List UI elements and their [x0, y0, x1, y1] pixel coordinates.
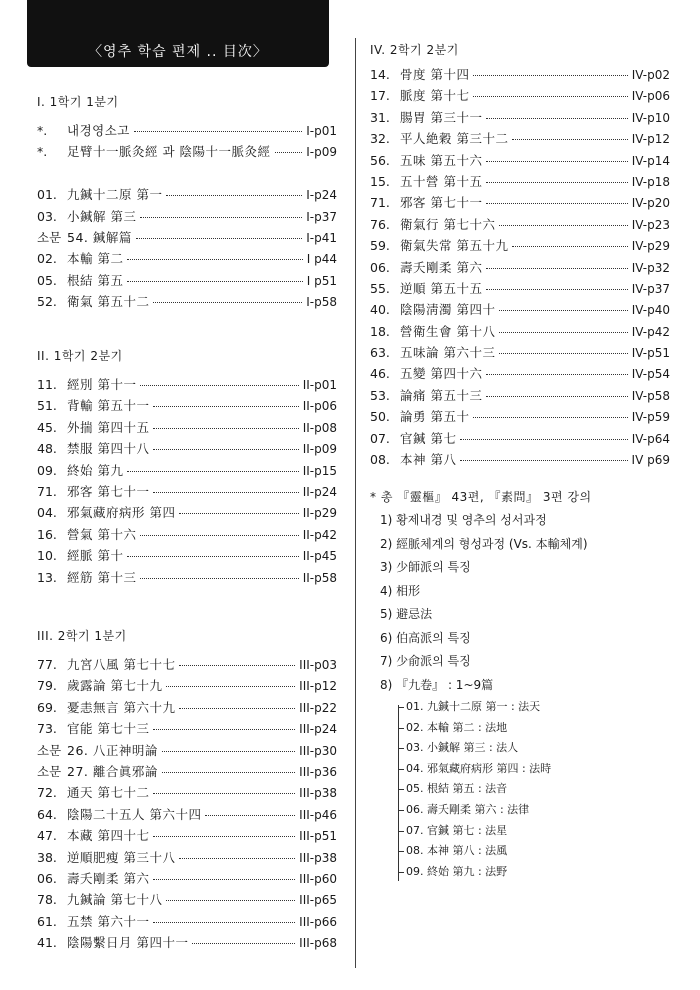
dot-leader	[140, 385, 298, 386]
chapter-title: 邪客 第七十一	[67, 483, 150, 499]
toc-row	[37, 675, 337, 696]
page-ref: II-p58	[302, 570, 337, 585]
chapter-title: 27. 離合眞邪論	[67, 763, 158, 779]
dot-leader	[275, 152, 303, 153]
dot-leader	[486, 161, 627, 162]
page-ref: I-p37	[306, 209, 337, 224]
page-ref: II-p29	[302, 506, 337, 521]
chapter-title: 26. 八正神明論	[67, 742, 158, 758]
chapter-title: 五十營 第十五	[400, 173, 483, 189]
chapter-title: 陰陽繫日月 第四十一	[67, 935, 189, 951]
page-ref: II-p08	[302, 420, 337, 435]
page-ref: III-p68	[299, 936, 337, 951]
chapter-title: 九宮八風 第七十七	[67, 657, 176, 672]
title-banner	[27, 0, 329, 67]
toc-row	[37, 545, 337, 566]
dot-leader	[486, 118, 627, 119]
chapter-number: 11.	[37, 377, 57, 392]
dot-leader	[162, 772, 295, 773]
toc-row	[37, 227, 337, 248]
section-heading: IV. 2학기 2분기	[370, 43, 459, 57]
chapter-title: 經筋 第十三	[67, 569, 137, 585]
note-item: 3) 少師派의 특징	[380, 560, 471, 574]
chapter-number: 41.	[37, 935, 57, 951]
page-ref: II-p42	[302, 527, 337, 542]
chapter-number: 59.	[370, 238, 390, 254]
dot-leader	[499, 332, 627, 333]
chapter-number: 76.	[370, 216, 390, 232]
section-1	[37, 92, 337, 313]
chapter-number: 48.	[37, 441, 57, 457]
page-ref: II-p06	[302, 399, 337, 414]
chapter-title: 脈度 第十七	[400, 88, 470, 104]
dot-leader	[179, 858, 295, 859]
toc-row	[370, 64, 670, 85]
chapter-title: 骨度 第十四	[400, 67, 470, 82]
chapter-number: 72.	[37, 785, 57, 801]
chapter-number: 03.	[37, 208, 57, 224]
volume-item: 02. 本輸 第二 : 法地	[392, 718, 692, 739]
chapter-title: 憂恚無言 第六十九	[67, 699, 176, 715]
page-ref: IV-p29	[631, 239, 670, 254]
toc-row	[370, 385, 670, 406]
toc-row	[37, 718, 337, 739]
volume-item: 09. 終始 第九 : 法野	[392, 862, 692, 883]
page-ref: IV-p14	[631, 153, 670, 168]
page-ref: III-p51	[299, 829, 337, 844]
page-ref: IV-p42	[631, 324, 670, 339]
page-ref: I-p41	[306, 230, 337, 245]
chapter-title: 邪氣藏府病形 第四	[67, 505, 176, 521]
page-ref: III-p30	[299, 743, 337, 758]
chapter-title: 足臂十一脈灸經 과 陰陽十一脈灸經	[67, 144, 271, 160]
chapter-title: 九鍼十二原 第一	[67, 187, 163, 203]
dot-leader	[192, 943, 295, 944]
chapter-number: 13.	[37, 569, 57, 585]
toc-row	[37, 567, 337, 588]
page-ref: III-p66	[299, 914, 337, 929]
toc-row	[37, 141, 337, 162]
note-item: 1) 황제내경 및 영추의 성서과정	[380, 513, 547, 527]
chapter-title: 歲露論 第七十九	[67, 678, 163, 694]
dot-leader	[179, 513, 298, 514]
dot-leader	[153, 302, 302, 303]
chapter-number: 31.	[370, 109, 390, 125]
toc-row	[37, 804, 337, 825]
dot-leader	[486, 268, 627, 269]
dot-leader	[460, 460, 627, 461]
note-item: 4) 相形	[380, 583, 421, 598]
page-ref: IV-p37	[631, 281, 670, 296]
toc-row	[37, 782, 337, 803]
dot-leader	[153, 793, 295, 794]
page-ref: III-p12	[299, 679, 337, 694]
chapter-title: 邪客 第七十一	[400, 195, 483, 211]
chapter-title: 小鍼解 第三	[67, 208, 137, 224]
chapter-title: 本輸 第二	[67, 251, 124, 267]
nine-volumes-list	[392, 697, 692, 882]
page-ref: IV-p18	[631, 174, 670, 189]
page-ref: IV-p64	[631, 431, 670, 446]
toc-row	[37, 868, 337, 889]
page-ref: IV p69	[631, 453, 670, 468]
toc-row	[37, 184, 337, 205]
chapter-title: 54. 鍼解篇	[67, 229, 132, 245]
chapter-title: 外揣 第四十五	[67, 419, 150, 435]
chapter-number: 32.	[370, 131, 390, 147]
dot-leader	[486, 203, 627, 204]
page-ref: IV-p58	[631, 388, 670, 403]
chapter-title: 經脈 第十	[67, 548, 124, 564]
chapter-number: 04.	[37, 505, 57, 521]
chapter-title: 五味 第五十六	[400, 152, 483, 168]
toc-row	[370, 235, 670, 256]
lecture-note	[370, 485, 670, 878]
dot-leader	[486, 289, 627, 290]
toc-row	[37, 524, 337, 545]
dot-leader	[162, 751, 295, 752]
dot-leader	[473, 96, 627, 97]
chapter-title: 論痛 第五十三	[400, 387, 483, 403]
column-divider	[355, 38, 356, 968]
page-ref: III-p38	[299, 786, 337, 801]
chapter-title: 營氣 第十六	[67, 526, 137, 542]
chapter-title: 衛氣行 第七十六	[400, 216, 496, 232]
chapter-number: 17.	[370, 88, 390, 104]
dot-leader	[153, 729, 295, 730]
page-ref: IV-p59	[631, 410, 670, 425]
chapter-number: 69.	[37, 699, 57, 715]
dot-leader	[127, 556, 298, 557]
toc-row	[37, 163, 337, 184]
chapter-title: 逆順 第五十五	[400, 280, 483, 296]
chapter-title: 내경영소고	[67, 123, 130, 138]
dot-leader	[127, 471, 298, 472]
chapter-number: 64.	[37, 806, 57, 822]
toc-row	[370, 257, 670, 278]
chapter-title: 官能 第七十三	[67, 721, 150, 737]
dot-leader	[486, 396, 627, 397]
dot-leader	[512, 139, 627, 140]
dot-leader	[486, 374, 627, 375]
note-item: 5) 避忌法	[380, 607, 433, 621]
chapter-number: 40.	[370, 302, 390, 318]
volume-item: 06. 壽夭剛柔 第六 : 法律	[392, 800, 692, 821]
page-ref: II-p45	[302, 549, 337, 564]
page-ref: I p51	[306, 273, 337, 288]
volume-item: 04. 邪氣藏府病形 第四 : 法時	[392, 759, 692, 780]
dot-leader	[486, 182, 627, 183]
page-ref: IV-p40	[631, 303, 670, 318]
volume-item: 05. 根結 第五 : 法音	[392, 779, 692, 800]
page-ref: I-p24	[306, 188, 337, 203]
chapter-title: 腸胃 第三十一	[400, 109, 483, 125]
chapter-number: 02.	[37, 251, 57, 267]
chapter-title: 營衛生會 第十八	[400, 323, 496, 339]
toc-row	[370, 406, 670, 427]
toc-row	[37, 395, 337, 416]
note-item: 8) 『九卷』 : 1~9篇	[380, 677, 494, 692]
page-ref: III-p46	[299, 807, 337, 822]
dot-leader	[153, 406, 298, 407]
chapter-title: 禁服 第四十八	[67, 441, 150, 457]
chapter-title: 背輸 第五十一	[67, 398, 150, 414]
page-ref: III-p03	[299, 658, 337, 672]
page-ref: IV-p10	[631, 110, 670, 125]
toc-row	[370, 428, 670, 449]
chapter-title: 本神 第八	[400, 452, 457, 468]
page-ref: IV-p51	[631, 346, 670, 361]
chapter-number: 소문	[37, 742, 62, 758]
section-4	[370, 40, 670, 470]
note-item: 7) 少俞派의 특징	[380, 654, 471, 668]
toc-row	[37, 825, 337, 846]
dot-leader	[460, 439, 627, 440]
dot-leader	[153, 428, 298, 429]
note-item: 2) 經脈체계의 형성과정 (Vs. 本輸체계)	[380, 536, 588, 551]
chapter-title: 衛氣失常 第五十九	[400, 238, 509, 254]
chapter-number: 14.	[370, 67, 390, 82]
chapter-number: 06.	[370, 259, 390, 275]
chapter-title: 陰陽淸濁 第四十	[400, 302, 496, 318]
chapter-title: 壽夭剛柔 第六	[400, 259, 483, 275]
chapter-number: 47.	[37, 828, 57, 844]
chapter-number: 50.	[370, 409, 390, 425]
toc-row	[37, 270, 337, 291]
page-ref: II-p24	[302, 484, 337, 499]
chapter-number: 55.	[370, 280, 390, 296]
toc-row	[370, 342, 670, 363]
page-ref: III-p22	[299, 700, 337, 715]
chapter-title: 根結 第五	[67, 272, 124, 288]
chapter-title: 論勇 第五十	[400, 409, 470, 425]
chapter-number: 73.	[37, 721, 57, 737]
dot-leader	[499, 310, 627, 311]
chapter-number: 06.	[37, 870, 57, 886]
toc-row	[37, 740, 337, 761]
toc-row	[37, 438, 337, 459]
dot-leader	[166, 195, 302, 196]
toc-row	[37, 932, 337, 953]
page-ref: IV-p23	[631, 217, 670, 232]
toc-row	[37, 206, 337, 227]
toc-row	[370, 171, 670, 192]
dot-leader	[136, 238, 302, 239]
dot-leader	[140, 217, 302, 218]
page-ref: III-p38	[299, 850, 337, 865]
page-ref: II-p15	[302, 463, 337, 478]
chapter-number: 52.	[37, 294, 57, 310]
dot-leader	[179, 708, 295, 709]
chapter-number: 63.	[370, 345, 390, 361]
volume-item: 03. 小鍼解 第三 : 法人	[392, 738, 692, 759]
chapter-number: 71.	[37, 483, 57, 499]
dot-leader	[134, 131, 302, 132]
toc-row	[370, 363, 670, 384]
dot-leader	[179, 665, 295, 666]
toc-row	[37, 248, 337, 269]
page-ref: I p44	[306, 252, 337, 267]
toc-row	[37, 374, 337, 395]
page-ref: IV-p20	[631, 196, 670, 211]
chapter-number: 78.	[37, 892, 57, 908]
toc-row	[37, 761, 337, 782]
chapter-title: 五變 第四十六	[400, 366, 483, 382]
chapter-title: 終始 第九	[67, 462, 124, 478]
dot-leader	[153, 922, 295, 923]
section-heading: II. 1학기 2분기	[37, 349, 123, 363]
page-ref: IV-p32	[631, 260, 670, 275]
toc-row	[370, 321, 670, 342]
chapter-title: 壽夭剛柔 第六	[67, 870, 150, 886]
dot-leader	[499, 353, 627, 354]
page-ref: IV-p06	[631, 89, 670, 104]
chapter-title: 官鍼 第七	[400, 430, 457, 446]
chapter-title: 通天 第七十二	[67, 785, 150, 801]
toc-row	[37, 460, 337, 481]
section-2	[37, 346, 337, 588]
chapter-number: 45.	[37, 419, 57, 435]
chapter-number: 10.	[37, 548, 57, 564]
chapter-number: 15.	[370, 173, 390, 189]
toc-row	[370, 299, 670, 320]
toc-row	[370, 192, 670, 213]
dot-leader	[166, 900, 295, 901]
chapter-number: 01.	[37, 187, 57, 203]
note-item: 6) 伯高派의 특징	[380, 630, 471, 645]
chapter-number: *.	[37, 123, 48, 138]
chapter-number: 46.	[370, 366, 390, 382]
chapter-title: 陰陽二十五人 第六十四	[67, 806, 202, 822]
dot-leader	[473, 417, 627, 418]
dot-leader	[153, 879, 295, 880]
page-title: 〈영추 학습 편제 .. 目次〉	[88, 44, 268, 60]
chapter-title: 五味論 第六十三	[400, 345, 496, 361]
dot-leader	[127, 259, 302, 260]
chapter-title: 本藏 第四十七	[67, 828, 150, 844]
toc-row	[370, 449, 670, 470]
chapter-title: 平人絶穀 第三十二	[400, 131, 509, 147]
dot-leader	[205, 815, 295, 816]
chapter-number: 16.	[37, 526, 57, 542]
toc-row	[370, 85, 670, 106]
dot-leader	[140, 535, 298, 536]
dot-leader	[166, 686, 295, 687]
dot-leader	[140, 578, 298, 579]
chapter-number: 56.	[370, 152, 390, 168]
toc-row	[37, 911, 337, 932]
chapter-number: 71.	[370, 195, 390, 211]
chapter-number: 07.	[370, 430, 390, 446]
chapter-number: 51.	[37, 398, 57, 414]
chapter-number: 소문	[37, 229, 62, 245]
toc-row	[37, 502, 337, 523]
toc-row	[370, 128, 670, 149]
section-heading: I. 1학기 1분기	[37, 95, 119, 109]
toc-row	[37, 697, 337, 718]
section-heading: III. 2학기 1분기	[37, 629, 127, 643]
page-ref: III-p65	[299, 893, 337, 908]
page-ref: III-p36	[299, 764, 337, 779]
dot-leader	[127, 281, 302, 282]
chapter-number: 05.	[37, 272, 57, 288]
chapter-number: 61.	[37, 913, 57, 929]
page-ref: III-p60	[299, 871, 337, 886]
dot-leader	[153, 492, 298, 493]
chapter-number: 18.	[370, 323, 390, 339]
dot-leader	[499, 225, 627, 226]
volume-item: 07. 官鍼 第七 : 法星	[392, 821, 692, 842]
chapter-title: 逆順肥瘦 第三十八	[67, 849, 176, 865]
page-ref: IV-p02	[631, 68, 670, 82]
toc-row	[37, 291, 337, 312]
toc-row	[37, 417, 337, 438]
toc-row	[37, 847, 337, 868]
chapter-title: 衛氣 第五十二	[67, 294, 150, 310]
dot-leader	[153, 449, 298, 450]
volume-item: 08. 本神 第八 : 法風	[392, 841, 692, 862]
page-ref: IV-p54	[631, 367, 670, 382]
chapter-number: *.	[37, 144, 48, 160]
dot-leader	[473, 75, 627, 76]
page-ref: I-p58	[306, 295, 337, 310]
toc-row	[37, 889, 337, 910]
page-ref: I-p01	[306, 124, 337, 138]
page-ref: I-p09	[306, 145, 337, 160]
chapter-title: 五禁 第六十一	[67, 913, 150, 929]
page-ref: III-p24	[299, 722, 337, 737]
section-3	[37, 626, 337, 953]
chapter-number: 09.	[37, 462, 57, 478]
toc-row	[37, 120, 337, 141]
note-heading: * 총 『靈樞』 43편, 『素問』 3편 강의	[370, 490, 592, 504]
page-ref: II-p09	[302, 442, 337, 457]
toc-row	[37, 481, 337, 502]
chapter-title: 經別 第十一	[67, 377, 137, 392]
chapter-number: 소문	[37, 763, 62, 779]
dot-leader	[512, 246, 627, 247]
page-ref: II-p01	[302, 378, 337, 392]
chapter-number: 79.	[37, 678, 57, 694]
dot-leader	[153, 836, 295, 837]
volume-item: 01. 九鍼十二原 第一 : 法天	[392, 697, 692, 718]
chapter-number: 77.	[37, 657, 57, 672]
toc-row	[370, 107, 670, 128]
toc-row	[370, 278, 670, 299]
toc-row	[370, 150, 670, 171]
chapter-number: 38.	[37, 849, 57, 865]
toc-row	[37, 654, 337, 675]
chapter-number: 08.	[370, 452, 390, 468]
chapter-number: 53.	[370, 387, 390, 403]
chapter-title: 九鍼論 第七十八	[67, 892, 163, 908]
toc-row	[370, 214, 670, 235]
page-ref: IV-p12	[631, 132, 670, 147]
